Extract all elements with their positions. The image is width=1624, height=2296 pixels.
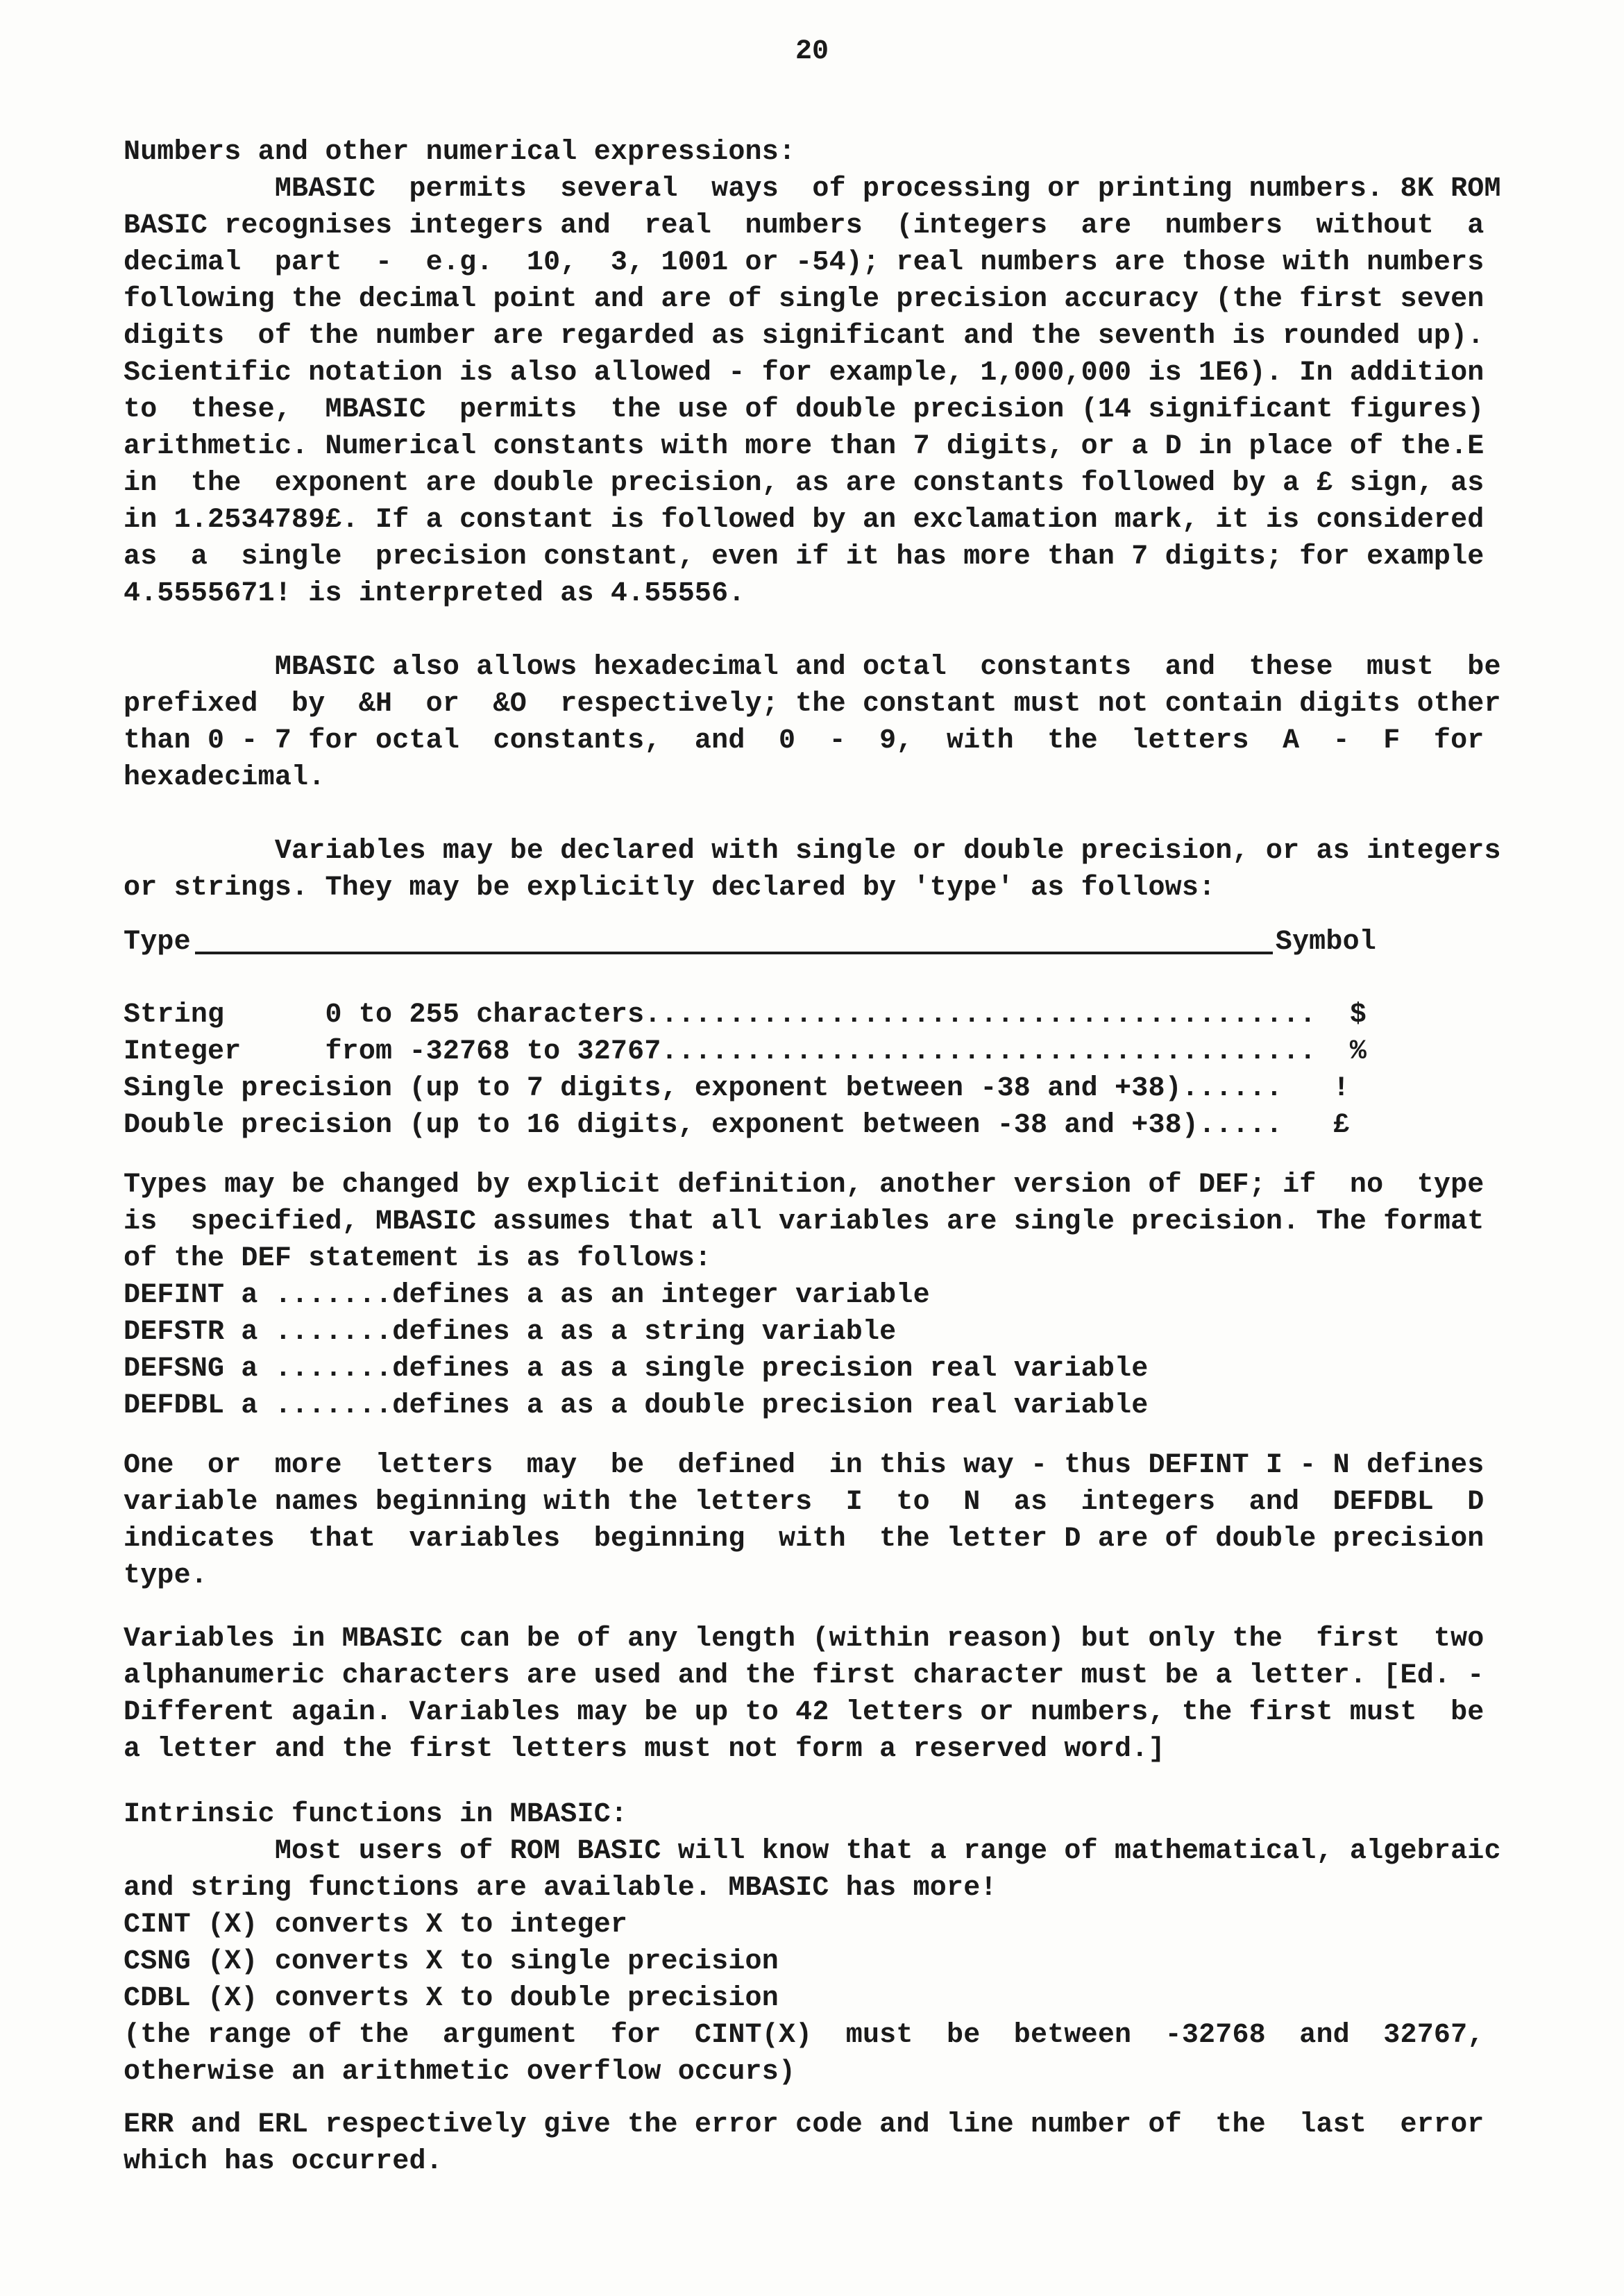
text-line: MBASIC also allows hexadecimal and octal constants and these must be xyxy=(124,652,1501,683)
table-header-rule xyxy=(124,924,1376,961)
text-line: Integer from -32768 to 32767....................................... % xyxy=(124,1036,1367,1067)
text-line: digits of the number are regarded as significant and the seventh is rounded up). xyxy=(124,321,1485,352)
text-line: which has occurred. xyxy=(124,2146,443,2177)
text-line: CINT (X) converts X to integer xyxy=(124,1909,628,1941)
paragraph xyxy=(124,2107,1567,2180)
text-line: following the decimal point and are of single precision accuracy (the first seven xyxy=(124,284,1485,315)
text-line: Different again. Variables may be up to 42 letters or numbers, the first must be xyxy=(124,1697,1485,1728)
page-number: 20 xyxy=(795,36,829,67)
text-line: Variables in MBASIC can be of any length (within reason) but only the first two xyxy=(124,1623,1485,1655)
text-line: DEFDBL a .......defines a as a double precision real variable xyxy=(124,1390,1149,1421)
text-line: CSNG (X) converts X to single precision xyxy=(124,1946,779,1977)
text-line: Numbers and other numerical expressions: xyxy=(124,137,796,168)
text-line: String 0 to 255 characters........................................ $ xyxy=(124,999,1367,1031)
text-line: of the DEF statement is as follows: xyxy=(124,1243,712,1274)
text-line: MBASIC permits several ways of processing or printing numbers. 8K ROM xyxy=(124,174,1501,205)
text-line: ERR and ERL respectively give the error code and line number of the last error xyxy=(124,2109,1485,2141)
text-line: Variables may be declared with single or double precision, or as integers xyxy=(124,836,1501,867)
text-line: than 0 - 7 for octal constants, and 0 - 9, with the letters A - F for xyxy=(124,725,1485,757)
text-line: a letter and the first letters must not form a reserved word.] xyxy=(124,1734,1165,1765)
text-line: Intrinsic functions in MBASIC: xyxy=(124,1799,628,1830)
text-line: Most users of ROM BASIC will know that a range of mathematical, algebraic xyxy=(124,1836,1501,1867)
text-line: otherwise an arithmetic overflow occurs) xyxy=(124,2057,796,2088)
text-line: or strings. They may be explicitly declared by 'type' as follows: xyxy=(124,872,1216,904)
text-line: One or more letters may be defined in this way - thus DEFINT I - N defines xyxy=(124,1450,1485,1481)
text-line: decimal part - e.g. 10, 3, 1001 or -54); real numbers are those with numbers xyxy=(124,247,1485,278)
paragraph xyxy=(124,1167,1567,1424)
text-line: CDBL (X) converts X to double precision xyxy=(124,1983,779,2014)
table-header-symbol-label: Symbol xyxy=(1275,927,1376,958)
text-line: Single precision (up to 7 digits, exponent between -38 and +38)...... ! xyxy=(124,1073,1350,1104)
text-line: DEFSTR a .......defines a as a string variable xyxy=(124,1317,897,1348)
text-line: (the range of the argument for CINT(X) must be between -32768 and 32767, xyxy=(124,2020,1485,2051)
text-line: is specified, MBASIC assumes that all variables are single precision. The format xyxy=(124,1206,1485,1238)
text-line: in 1.2534789£. If a constant is followed by an exclamation mark, it is considered xyxy=(124,505,1485,536)
document-content xyxy=(124,134,1567,2180)
table-header-type-label: Type xyxy=(124,927,191,958)
text-line: DEFSNG a .......defines a as a single precision real variable xyxy=(124,1353,1149,1385)
text-line: prefixed by &H or &O respectively; the constant must not contain digits other xyxy=(124,689,1501,720)
paragraph xyxy=(124,997,1567,1144)
text-line: Double precision (up to 16 digits, exponent between -38 and +38)..... £ xyxy=(124,1110,1350,1141)
text-line: alphanumeric characters are used and the first character must be a letter. [Ed. - xyxy=(124,1660,1485,1691)
text-line: and string functions are available. MBASIC has more! xyxy=(124,1873,997,1904)
text-line: hexadecimal. xyxy=(124,762,325,793)
text-line: BASIC recognises integers and real numbers (integers are numbers without a xyxy=(124,210,1485,242)
text-line: arithmetic. Numerical constants with more than 7 digits, or a D in place of the.E xyxy=(124,431,1485,462)
text-line: variable names beginning with the letters I to N as integers and DEFDBL D xyxy=(124,1487,1485,1518)
paragraph xyxy=(124,1796,1567,2091)
text-line: 4.5555671! is interpreted as 4.55556. xyxy=(124,578,745,609)
text-line: type. xyxy=(124,1560,208,1592)
text-line: as a single precision constant, even if it has more than 7 digits; for example xyxy=(124,541,1485,573)
paragraph xyxy=(124,1621,1567,1768)
text-line: Scientific notation is also allowed - for example, 1,000,000 is 1E6). In addition xyxy=(124,357,1485,389)
text-line: DEFINT a .......defines a as an integer variable xyxy=(124,1280,930,1311)
paragraph xyxy=(124,649,1567,796)
paragraph xyxy=(124,134,1567,612)
text-line: in the exponent are double precision, as are constants followed by a £ sign, as xyxy=(124,468,1485,499)
table-header-underline xyxy=(195,924,1273,954)
text-line: to these, MBASIC permits the use of double precision (14 significant figures) xyxy=(124,394,1485,425)
paragraph xyxy=(124,833,1567,906)
text-line: indicates that variables beginning with the letter D are of double precision xyxy=(124,1523,1485,1555)
text-line: Types may be changed by explicit definition, another version of DEF; if no type xyxy=(124,1170,1485,1201)
paragraph xyxy=(124,1447,1567,1594)
